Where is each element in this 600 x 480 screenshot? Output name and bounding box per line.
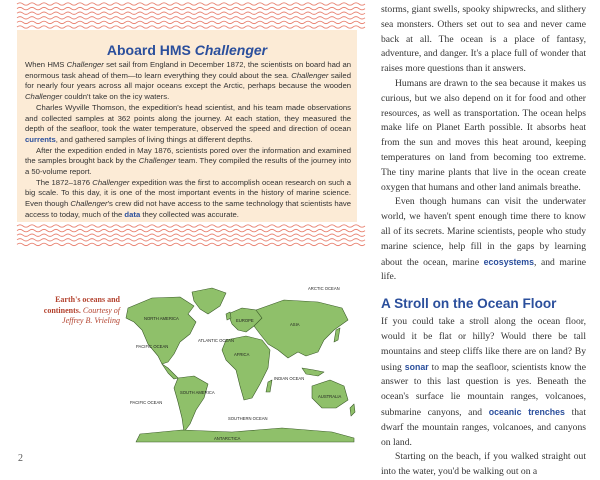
body-paragraph: storms, giant swells, spooky shipwrecks, and slithery sea monsters. Others set out to sea and never came back at all. The ocean is a place of fantasy, adventure, and danger. It's a place full of wonder that raises more questions than it answers. (381, 4, 586, 75)
map-label-pacific-north: PACIFIC OCEAN (136, 344, 169, 349)
wave-border-bottom (17, 222, 357, 248)
map-label-australia: AUSTRALIA (318, 394, 342, 399)
map-label-antarctica: ANTARCTICA (214, 436, 241, 441)
map-label-southern: SOUTHERN OCEAN (228, 416, 268, 421)
italic-term: Challenger (291, 70, 329, 80)
wave-border-top (17, 0, 357, 30)
map-label-europe: EUROPE (236, 318, 254, 323)
italic-term: Challenger (138, 156, 176, 166)
map-label-africa: AFRICA (234, 352, 250, 357)
italic-term: Challenger (25, 92, 63, 102)
body-paragraph: Humans are drawn to the sea because it makes us curious, but we also depend on it for food and other resources, as well as transportation. The ocean helps make life on Planet Earth possible. It absorbs heat from the sun and moves this heat around, keeping temperatures on land from becoming too extreme. The tiny marine plants that live in the ocean create oxygen that humans and other land animals breathe. (381, 77, 586, 193)
section-heading: A Stroll on the Ocean Floor (381, 296, 557, 312)
sidebar-body (25, 60, 351, 221)
glossary-term: ecosystems (483, 256, 535, 267)
italic-term: Challenger (66, 60, 104, 69)
page-number: 2 (18, 453, 23, 464)
map-caption: Earth's oceans and continents. Courtesy of Jeffrey B. Vrieling (43, 295, 120, 325)
map-label-arctic: ARCTIC OCEAN (308, 286, 340, 291)
italic-term: Challenger (92, 177, 130, 187)
map-label-asia: ASIA (290, 322, 300, 327)
sidebar-box (17, 0, 357, 248)
sidebar-title: Aboard HMS Challenger (106, 42, 268, 58)
sidebar-paragraph: The 1872–1876 Challenger expedition was the first to accomplish ocean research on such a big scale. To this day, it is one of the most important events in the history of marine science. Even though Challenger's crew did not have access to the same technology that scientists have access to today, much of the data they collected was accurate. (25, 177, 352, 219)
glossary-term: oceanic trenches (488, 406, 565, 417)
column-text (381, 3, 586, 480)
map-label-pacific-south: PACIFIC OCEAN (130, 400, 163, 405)
body-paragraph: If you could take a stroll along the ocean floor, would it be flat or hilly? Would there be tall mountains and steep cliffs like there are on land? By using sonar to map the seafloor, scientists know the answer to this last question is yes. Beneath the ocean's surface lie mountain ranges, volcanoes, submarine canyons, and oceanic trenches that dwarf the mountain ranges, volcanoes, and canyons on land. (381, 316, 586, 448)
map-label-north-america: NORTH AMERICA (144, 316, 179, 321)
map-label-atlantic: ATLANTIC OCEAN (198, 338, 234, 343)
map-label-indian: INDIAN OCEAN (274, 376, 305, 381)
body-paragraph: Even though humans can visit the underwater world, we haven't spent enough time there to know all of its secrets. Marine scientists, people who study marine science, help fill in the gaps by learning about the ocean, marine ecosystems, and marine life. (381, 196, 587, 283)
sidebar-paragraph: After the expedition ended in May 1876, scientists pored over the information and examined the samples brought back by the Challenger team. They compiled the results of the journey into a 50-volume report. (25, 145, 351, 177)
sidebar-paragraph: Charles Wyville Thomson, the expedition's head scientist, and his team made observations and collected samples at 362 points along the journey. At each station, they measured the depth of the seafloor, took the water temperature, observed the speed and direction of ocean currents, and gathered samples of living things at different depths. (25, 102, 351, 144)
glossary-term: currents (25, 134, 56, 144)
body-paragraph: Starting on the beach, if you walked straight out into the water, you'd be walking out on a (381, 451, 586, 478)
glossary-term: sonar (404, 361, 429, 372)
glossary-term: data (124, 209, 141, 219)
sidebar-paragraph: When HMS Challenger set sail from England in December 1872, the scientists on board had an enormous task ahead of them—to learn everything they could about the sea. Challenger sailed for nearly four years across all major oceans except the Arctic, perhaps because the wooden Challenger couldn't take on the icy waters. (25, 60, 352, 102)
map-label-south-america: SOUTH AMERICA (180, 390, 215, 395)
world-map (122, 284, 358, 442)
italic-term: Challenger (70, 199, 108, 209)
